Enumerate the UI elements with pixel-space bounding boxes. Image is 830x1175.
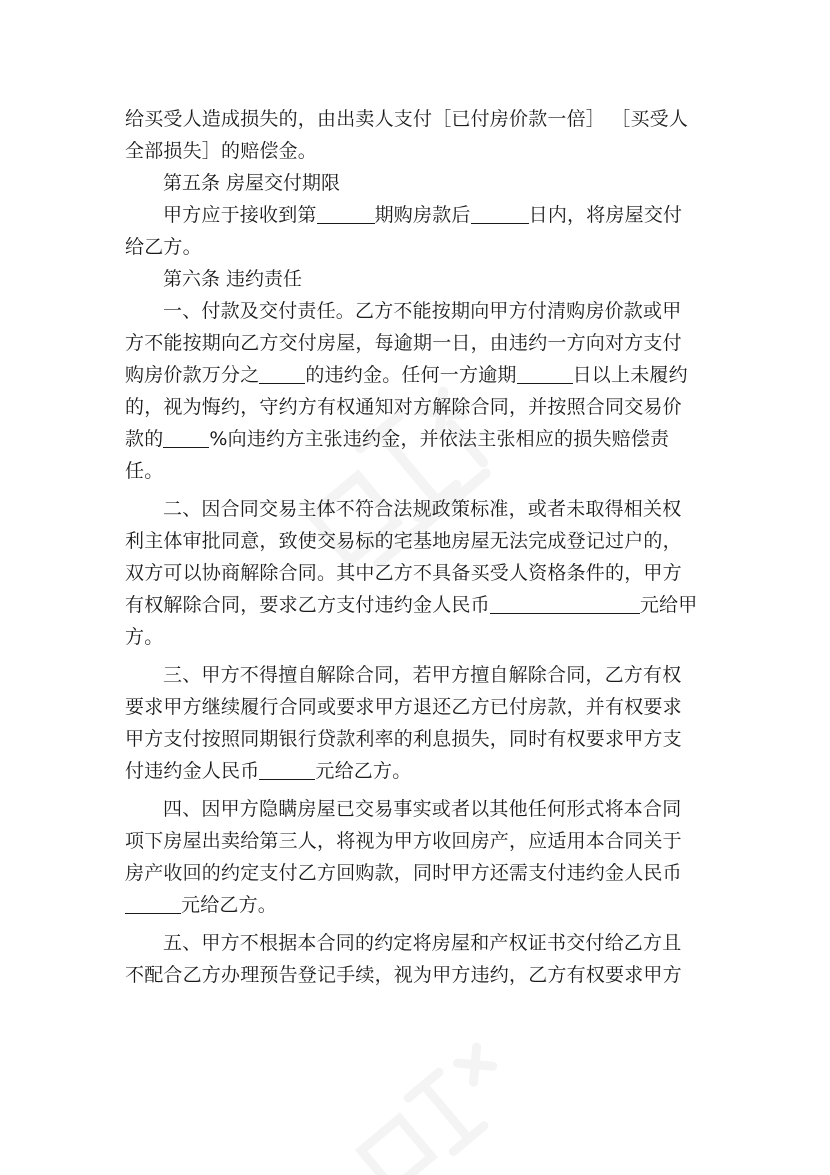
fill-blank [317, 203, 375, 224]
text-segment: %向违约方主张违约金，并依法主张相应的损失赔偿责任。 [125, 428, 670, 482]
text-segment: 甲方应于接收到第 [163, 204, 317, 226]
fill-blank [259, 759, 315, 780]
article-6-clause-5 [125, 927, 700, 991]
article-6-clause-1 [125, 295, 700, 487]
text-segment: 五、甲方不根据本合同的约定将房屋和产权证书交付给乙方且不配合乙方办理预告登记手续，视为甲方违约，乙方有权要求甲方 [125, 932, 682, 986]
fill-blank [471, 203, 529, 224]
article-6-clause-4 [125, 793, 700, 921]
text-segment: 日内，将房屋交付给乙方。 [125, 204, 683, 258]
text-segment: 元给乙方。 [315, 760, 412, 782]
text-segment: 的违约金。任何一方逾期 [305, 364, 517, 386]
fill-blank [259, 363, 305, 384]
document-body [125, 103, 700, 991]
article-6-heading: 第六条 违约责任 [163, 268, 303, 290]
fill-blank [125, 893, 181, 914]
text-segment: 元给甲方。 [125, 594, 698, 648]
text-segment: 三、甲方不得擅自解除合同，若甲方擅自解除合同，乙方有权要求甲方继续履行合同或要求甲方退还乙方已付房款，并有权要求甲方支付按照同期银行贷款利率的利息损失，同时有权要求甲方支付违约金人民币 [125, 664, 682, 782]
text-segment: 期购房款后 [374, 204, 471, 226]
text-segment: 日以上未履约的，视为悔约，守约方有权通知对方解除合同，并按照合同交易价款的 [125, 364, 688, 450]
fill-blank [490, 593, 640, 614]
article-5-body [125, 199, 700, 263]
article-6-clause-3 [125, 659, 700, 787]
article-6-clause-2 [125, 493, 700, 653]
paragraph-continued [125, 103, 700, 167]
fill-blank [517, 363, 573, 384]
fill-blank [163, 427, 209, 448]
paragraph-text: 给买受人造成损失的，由出卖人支付［已付房价款一倍］ ［买受人全部损失］的赔偿金。 [125, 108, 689, 162]
text-segment: 二、因合同交易主体不符合法规政策标准，或者未取得相关权利主体审批同意，致使交易标的宅基地房屋无法完成登记过户的，双方可以协商解除合同。其中乙方不具备买受人资格条件的，甲方有权解除合同，要求乙方支付违约金人民币 [125, 498, 682, 616]
watermark-stamp-icon [330, 1040, 520, 1175]
text-segment: 四、因甲方隐瞒房屋已交易事实或者以其他任何形式将本合同项下房屋出卖给第三人，将视为甲方收回房产，应适用本合同关于房产收回的约定支付乙方回购款，同时甲方还需支付违约金人民币 [125, 798, 682, 884]
article-5-heading: 第五条 房屋交付期限 [163, 172, 341, 194]
text-segment: 一、付款及交付责任。乙方不能按期向甲方付清购房价款或甲方不能按期向乙方交付房屋，每逾期一日，由违约一方向对方支付购房价款万分之 [125, 300, 682, 386]
text-segment: 元给乙方。 [181, 894, 278, 916]
